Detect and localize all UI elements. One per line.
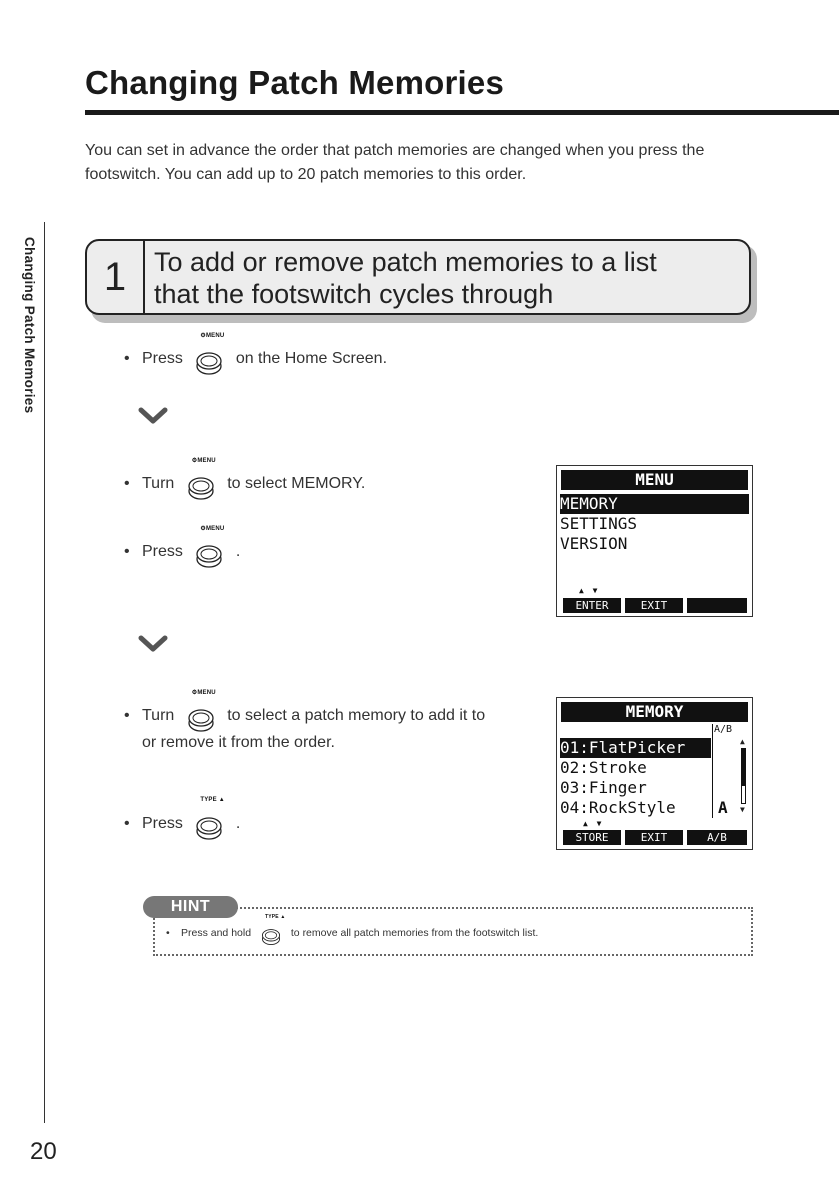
type-knob-icon — [191, 797, 227, 839]
gear-icon: ⚙ — [200, 333, 206, 339]
lcd-menu-screen — [556, 465, 753, 617]
menu-knob-icon — [183, 690, 219, 731]
lcd-nav-arrows: ▲ ▼ — [579, 586, 600, 595]
lcd-enter-button: ENTER — [563, 598, 621, 613]
scroll-up-icon: ▲ — [740, 737, 745, 746]
instruction-4-verb: Turn — [142, 707, 175, 725]
type-knob-label: TYPE ▲ — [200, 797, 225, 803]
lcd-memory-item-1: 01:FlatPicker — [560, 738, 711, 758]
instruction-4-text: to select a patch memory to add it to — [227, 707, 486, 725]
chevron-down-icon — [138, 406, 168, 426]
step-heading-line-2: that the footswitch cycles through — [154, 279, 554, 309]
hint-text: • Press and hold TYPE ▲ to remove all patch memories from the footswitch list. — [166, 922, 538, 944]
hint-label: HINT — [143, 896, 238, 918]
lcd-exit-button: EXIT — [625, 830, 683, 845]
step-box — [85, 239, 751, 315]
lcd-memory-item-3: 03:Finger — [560, 778, 647, 797]
lcd-scrollbar — [740, 738, 747, 818]
step-number: 1 — [87, 241, 145, 313]
chevron-down-icon — [138, 634, 168, 654]
lcd-ab-button: A/B — [687, 830, 747, 845]
instruction-3-verb: Press — [142, 543, 183, 561]
instruction-2-text: to select MEMORY. — [227, 475, 366, 493]
lcd-blank-button — [687, 598, 747, 613]
hint-text-post: to remove all patch memories from the footswitch list. — [290, 926, 539, 939]
instruction-2: • Turn ⚙MENU to select MEMORY. — [124, 469, 365, 499]
menu-knob-label: ⚙MENU — [200, 333, 225, 339]
menu-knob-icon — [191, 526, 227, 567]
instruction-3: • Press ⚙MENU . — [124, 537, 240, 567]
instruction-1: • Press ⚙MENU on the Home Screen. — [124, 344, 387, 374]
instruction-1-text: on the Home Screen. — [235, 350, 388, 368]
lcd-menu-item-settings: SETTINGS — [560, 514, 638, 533]
gear-icon: ⚙ — [200, 526, 206, 532]
hint-text-pre: Press and hold — [181, 926, 252, 939]
type-knob-label: TYPE ▲ — [264, 914, 286, 920]
lcd-store-button: STORE — [563, 830, 621, 845]
lcd-memory-item-4: 04:RockStyle — [560, 798, 676, 817]
lcd-memory-screen — [556, 697, 753, 850]
title-rule — [85, 110, 839, 115]
instruction-4: • Turn ⚙MENU to select a patch memory to add it to — [124, 701, 485, 731]
instruction-4-line-2: or remove it from the order. — [142, 734, 335, 751]
instruction-1-verb: Press — [142, 350, 183, 368]
type-knob-icon — [258, 914, 286, 944]
lcd-scroll-thumb — [741, 748, 746, 786]
step-heading — [154, 246, 657, 310]
menu-knob-label: ⚙MENU — [191, 458, 216, 464]
lcd-memory-title: MEMORY — [561, 702, 748, 722]
menu-knob-label: ⚙MENU — [200, 526, 225, 532]
lcd-nav-arrows: ▲ ▼ — [583, 819, 604, 828]
side-section-label: Changing Patch Memories — [22, 237, 37, 414]
lcd-menu-item-version: VERSION — [560, 534, 628, 553]
instruction-5-verb: Press — [142, 815, 183, 833]
menu-knob-icon — [191, 333, 227, 374]
lcd-menu-item-memory: MEMORY — [560, 494, 749, 514]
menu-knob-icon — [183, 458, 219, 499]
instruction-3-text: . — [235, 543, 241, 561]
lcd-memory-item-2: 02:Stroke — [560, 758, 647, 777]
gear-icon: ⚙ — [191, 690, 198, 696]
instruction-5: • Press TYPE ▲ . — [124, 809, 240, 839]
menu-knob-label: ⚙MENU — [191, 690, 216, 696]
scroll-down-icon: ▼ — [740, 805, 745, 814]
page-number: 20 — [30, 1138, 57, 1165]
lcd-column-divider — [712, 724, 713, 818]
lcd-exit-button: EXIT — [625, 598, 683, 613]
gear-icon: ⚙ — [191, 458, 198, 464]
step-heading-line-1: To add or remove patch memories to a list — [154, 247, 657, 277]
instruction-2-verb: Turn — [142, 475, 175, 493]
instruction-5-text: . — [235, 815, 241, 833]
lcd-ab-header: A/B — [714, 724, 733, 735]
lcd-menu-title: MENU — [561, 470, 748, 490]
intro-paragraph: You can set in advance the order that patch memories are changed when you press the footswitch. You can add up to 20 patch memories to this order. — [85, 142, 705, 183]
lcd-memory-item-4-flag: A — [718, 798, 728, 817]
page-title: Changing Patch Memories — [85, 64, 505, 101]
side-rule — [44, 222, 45, 1123]
